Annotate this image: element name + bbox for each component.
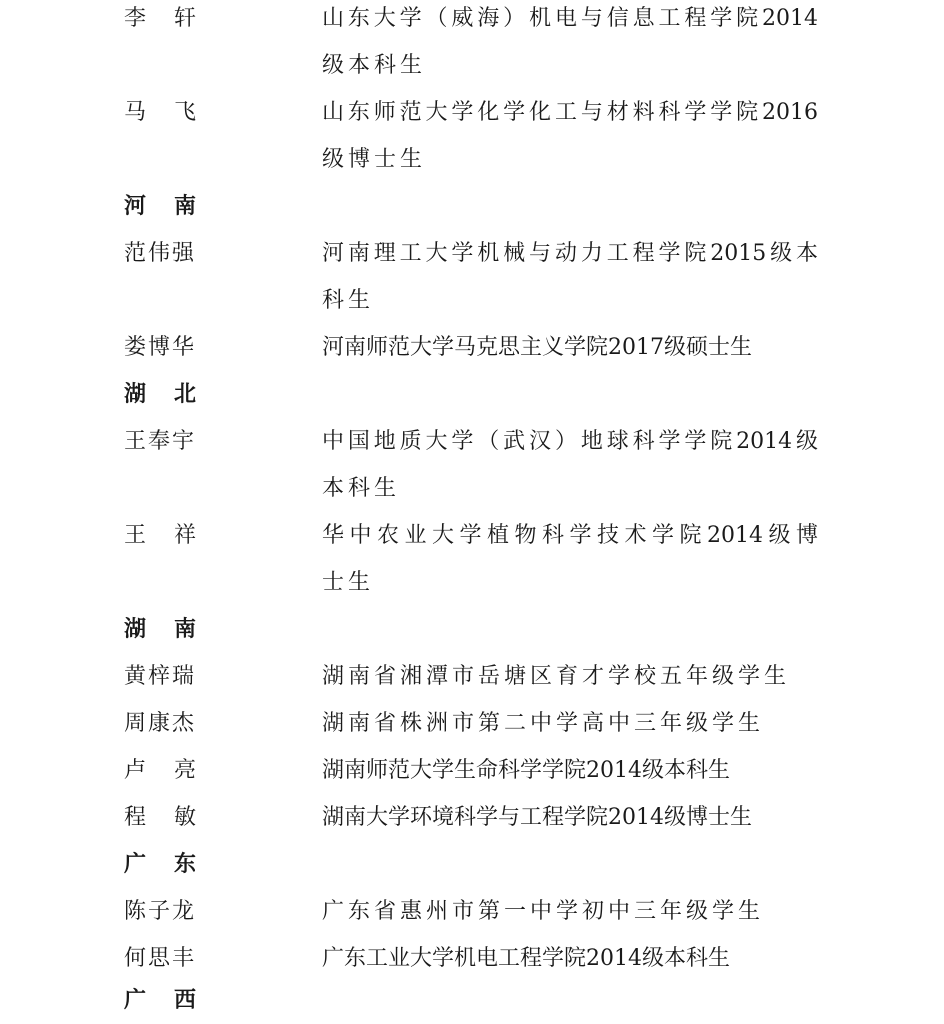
region-char: 南: [173, 617, 196, 642]
region-char: 广: [124, 852, 147, 877]
affiliation-line: 本科生: [322, 476, 401, 501]
entry-cheng-min: [0, 794, 944, 841]
affiliation-line: 山东师范大学化学化工与材料科学学院2016: [322, 100, 818, 125]
entry-li-xuan: [0, 0, 944, 42]
entry-huang-zirui: [0, 653, 944, 700]
person-name: 何思丰: [124, 946, 197, 971]
name-char: 程: [124, 805, 147, 830]
region-char: 东: [173, 852, 196, 877]
region-hunan: [0, 606, 944, 653]
person-name: [124, 512, 196, 559]
person-name: 陈子龙: [124, 899, 197, 924]
entry-he-sifeng: [0, 935, 944, 982]
region-char: 湖: [124, 382, 147, 407]
region-heading: [124, 183, 196, 230]
affiliation-line: 广东工业大学机电工程学院2014级本科生: [322, 946, 730, 971]
person-name: [124, 89, 196, 136]
person-name: 周康杰: [124, 711, 197, 736]
entry-fan-weiqiang-cont: [0, 277, 944, 324]
region-heading: [124, 371, 196, 418]
affiliation-line: 级博士生: [322, 147, 427, 172]
region-heading: [124, 606, 196, 653]
name-char: 马: [124, 100, 147, 125]
region-hubei: [0, 371, 944, 418]
person-name: [124, 747, 196, 794]
affiliation-line: 科生: [322, 288, 375, 313]
affiliation-line: 山东大学（威海）机电与信息工程学院2014: [322, 6, 818, 31]
entry-wang-xiang-cont: [0, 559, 944, 606]
person-name: 娄博华: [124, 335, 197, 360]
name-char: 敏: [173, 805, 196, 830]
region-char: 广: [124, 988, 147, 1013]
name-char: 卢: [124, 758, 147, 783]
region-char: 湖: [124, 617, 147, 642]
name-char: 王: [124, 523, 147, 548]
affiliation-line: 湖南省株洲市第二中学高中三年级学生: [322, 711, 765, 736]
region-henan: [0, 183, 944, 230]
person-name: [124, 0, 196, 42]
entry-ma-fei: [0, 89, 944, 136]
entry-lu-liang: [0, 747, 944, 794]
region-heading: [124, 841, 196, 888]
region-char: 西: [173, 988, 196, 1013]
affiliation-line: 级本科生: [322, 53, 427, 78]
person-name: 黄梓瑞: [124, 664, 197, 689]
affiliation-line: 湖南省湘潭市岳塘区育才学校五年级学生: [322, 664, 791, 689]
entry-wang-fengyu-cont: [0, 465, 944, 512]
affiliation-line: 河南理工大学机械与动力工程学院2015级本: [322, 241, 818, 266]
affiliation-line: 湖南师范大学生命科学学院2014级本科生: [322, 758, 730, 783]
affiliation-line: 湖南大学环境科学与工程学院2014级博士生: [322, 805, 752, 830]
affiliation-line: 中国地质大学（武汉）地球科学学院2014级: [322, 429, 818, 454]
affiliation-line: 士生: [322, 570, 375, 595]
region-char: 河: [124, 194, 147, 219]
affiliation-line: 华中农业大学植物科学技术学院2014级博: [322, 523, 818, 548]
name-char: 祥: [173, 523, 196, 548]
region-char: 南: [173, 194, 196, 219]
region-heading: [124, 977, 196, 1024]
person-name: 王奉宇: [124, 429, 197, 454]
name-char: 亮: [173, 758, 196, 783]
affiliation-line: 广东省惠州市第一中学初中三年级学生: [322, 899, 765, 924]
name-char: 轩: [173, 6, 196, 31]
affiliation-line: 河南师范大学马克思主义学院2017级硕士生: [322, 335, 752, 360]
entry-ma-fei-cont: [0, 136, 944, 183]
entry-li-xuan-cont: [0, 42, 944, 89]
name-char: 李: [124, 6, 147, 31]
person-name: 范伟强: [124, 241, 197, 266]
region-guangdong: [0, 841, 944, 888]
entry-wang-xiang: [0, 512, 944, 559]
entry-zhou-kangjie: [0, 700, 944, 747]
entry-wang-fengyu: [0, 418, 944, 465]
entry-chen-zilong: [0, 888, 944, 935]
person-name: [124, 794, 196, 841]
entry-lou-bohua: [0, 324, 944, 371]
region-guangxi: [0, 977, 944, 1024]
name-char: 飞: [173, 100, 196, 125]
region-char: 北: [173, 382, 196, 407]
entry-fan-weiqiang: [0, 230, 944, 277]
